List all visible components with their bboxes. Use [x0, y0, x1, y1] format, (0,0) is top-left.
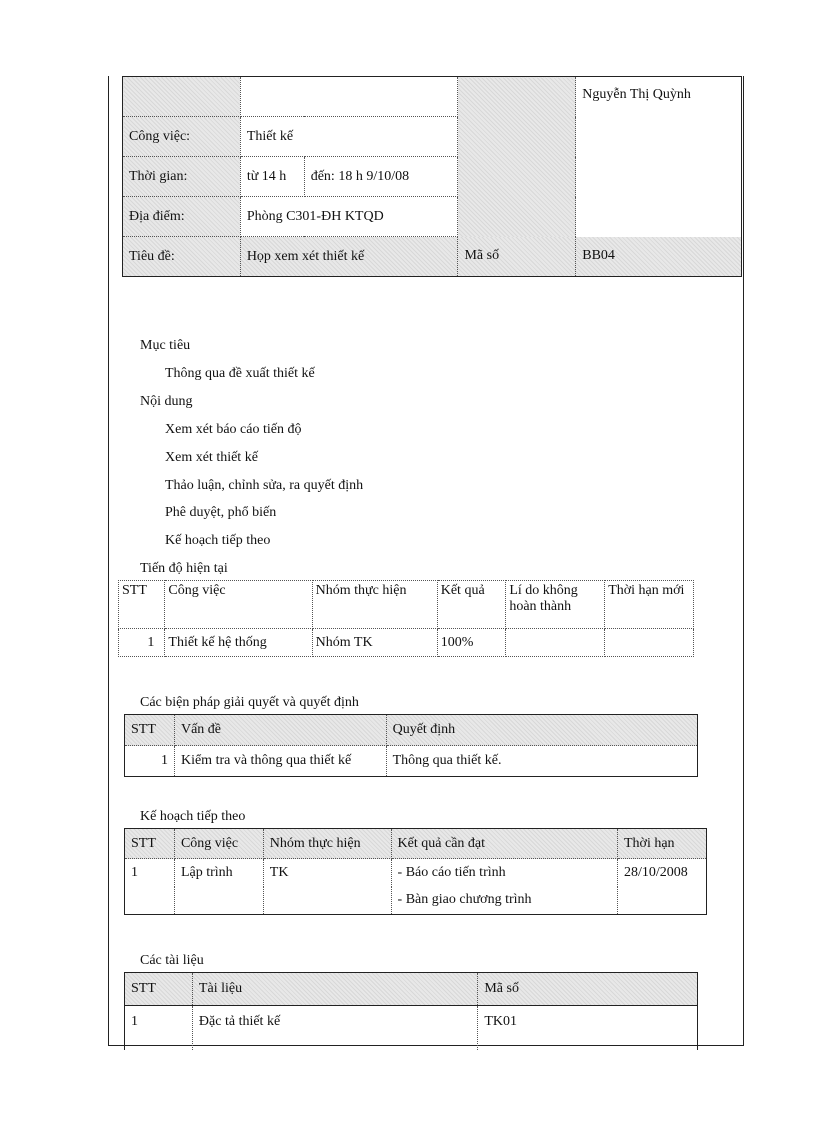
- location-value: Phòng C301-ĐH KTQD: [240, 197, 458, 237]
- progress-col-header: STT: [119, 581, 165, 629]
- docs-heading: Các tài liệu: [140, 953, 204, 968]
- plan-col-header: Thời hạn: [618, 829, 707, 859]
- solutions-table: [124, 714, 698, 777]
- progress-heading: Tiến độ hiện tại: [140, 561, 228, 576]
- progress-cell: 100%: [437, 629, 506, 657]
- solutions-cell: Thông qua thiết kế.: [392, 753, 502, 768]
- progress-col-header: Thời hạn mới: [605, 581, 694, 629]
- docs-table: [124, 972, 698, 1050]
- plan-deadline: 28/10/2008: [624, 865, 688, 880]
- location-label: Địa điểm:: [123, 197, 241, 237]
- plan-stt: 1: [125, 859, 175, 915]
- progress-cell: 1: [119, 629, 165, 657]
- title-value: Họp xem xét thiết kế: [240, 237, 458, 277]
- progress-cell: Nhóm TK: [312, 629, 437, 657]
- plan-result: - Báo cáo tiến trình: [391, 859, 617, 887]
- plan-col-header: Nhóm thực hiện: [263, 829, 391, 859]
- goal-item: Thông qua đề xuất thiết kế: [165, 366, 315, 381]
- plan-col-header: STT: [125, 829, 175, 859]
- progress-cell: [605, 629, 694, 657]
- progress-col-header: Kết quả: [437, 581, 506, 629]
- content-item: Phê duyệt, phổ biến: [165, 505, 277, 520]
- time-from: từ 14 h: [240, 157, 304, 197]
- docs-col-header: STT: [125, 973, 193, 1006]
- content-item: Thảo luận, chỉnh sửa, ra quyết định: [165, 478, 364, 493]
- solutions-cell: 1: [125, 746, 175, 777]
- docs-cell: TK01: [484, 1014, 518, 1029]
- plan-task: Lập trình: [174, 859, 263, 915]
- meeting-header-table: [122, 76, 742, 277]
- goal-heading: Mục tiêu: [140, 338, 191, 353]
- content-item: Kế hoạch tiếp theo: [165, 533, 271, 548]
- progress-cell: [506, 629, 605, 657]
- solutions-cell: Kiểm tra và thông qua thiết kế: [174, 746, 386, 777]
- code-value: BB04: [576, 237, 742, 277]
- plan-col-header: Công việc: [174, 829, 263, 859]
- plan-table: [124, 828, 707, 915]
- solutions-col-header: Quyết định: [386, 715, 697, 746]
- progress-cell: Thiết kế hệ thống: [165, 629, 312, 657]
- attendee-name: Nguyễn Thị Quỳnh: [576, 77, 742, 237]
- time-to: đến: 18 h 9/10/08: [304, 157, 458, 197]
- docs-col-header: Tài liệu: [192, 973, 477, 1006]
- progress-col-header: Lí do không hoàn thành: [506, 581, 605, 629]
- title-label: Tiêu đề:: [123, 237, 241, 277]
- plan-heading: Kế hoạch tiếp theo: [140, 809, 246, 824]
- content-item: Xem xét báo cáo tiến độ: [165, 422, 302, 437]
- plan-col-header: Kết quả cần đạt: [391, 829, 617, 859]
- plan-result: - Bàn giao chương trình: [391, 887, 617, 915]
- progress-col-header: Nhóm thực hiện: [312, 581, 437, 629]
- solutions-col-header: STT: [125, 715, 175, 746]
- docs-col-header: Mã số: [478, 973, 698, 1006]
- plan-team: TK: [263, 859, 391, 915]
- header-blank-label: [123, 77, 241, 117]
- time-label: Thời gian:: [123, 157, 241, 197]
- docs-cell: 1: [125, 1006, 193, 1050]
- task-value: Thiết kế: [240, 117, 458, 157]
- docs-cell: Đặc tả thiết kế: [192, 1006, 477, 1050]
- solutions-heading: Các biện pháp giải quyết và quyết định: [140, 695, 359, 710]
- code-label: Mã số: [458, 237, 576, 277]
- solutions-col-header: Vấn đề: [174, 715, 386, 746]
- content-item: Xem xét thiết kế: [165, 450, 258, 465]
- header-blank-value: [240, 77, 458, 117]
- task-label: Công việc:: [123, 117, 241, 157]
- progress-table: [118, 580, 694, 657]
- progress-col-header: Công việc: [165, 581, 312, 629]
- content-heading: Nội dung: [140, 394, 193, 409]
- header-hatched-spacer: [458, 77, 576, 237]
